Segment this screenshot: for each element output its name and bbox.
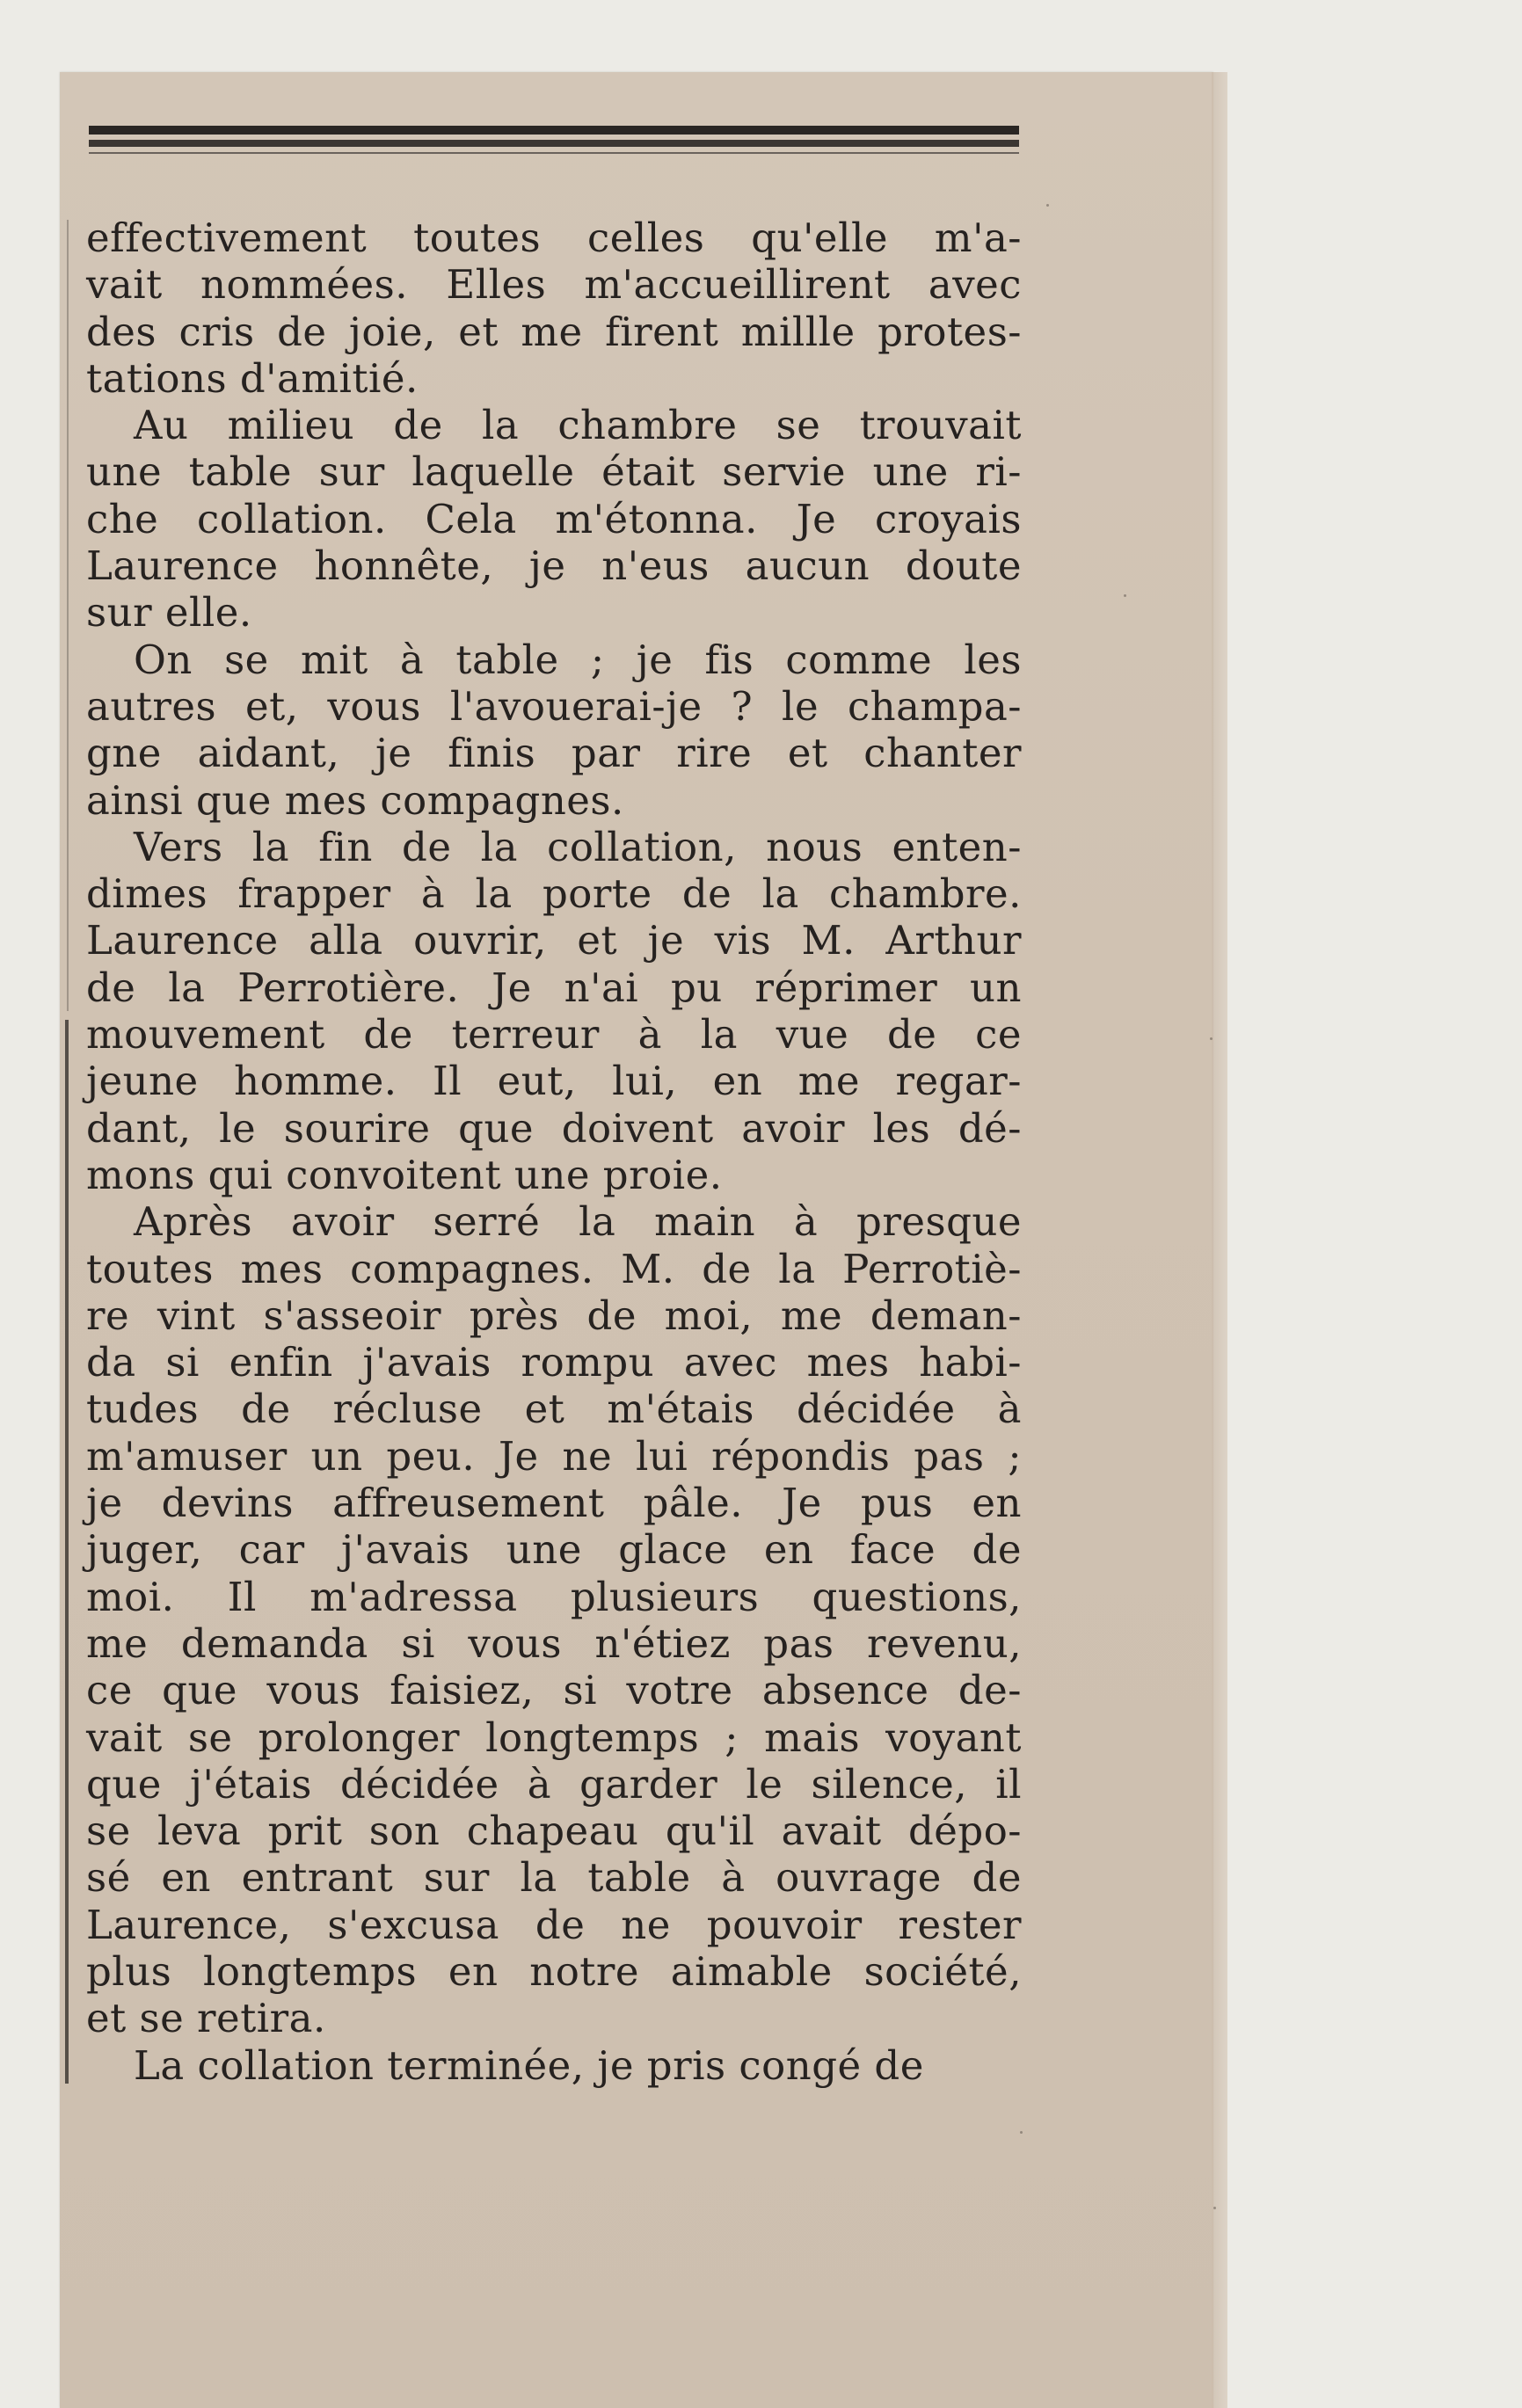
text-line: autres et, vous l'avouerai-je ? le champa-	[86, 682, 1022, 730]
article-column	[86, 215, 1022, 2089]
header-rule-thin	[89, 152, 1019, 154]
text-line: mouvement de terreur à la vue de ce	[86, 1011, 1022, 1059]
text-line: ainsi que mes compagnes.	[86, 776, 624, 824]
text-line: des cris de joie, et me firent millle protes-	[86, 308, 1022, 355]
text-line: jeune homme. Il eut, lui, en me regar-	[86, 1058, 1022, 1105]
text-line: Vers la fin de la collation, nous enten-	[134, 823, 1022, 870]
text-line: On se mit à table ; je fis comme les	[134, 636, 1022, 683]
text-line: mons qui convoitent une proie.	[86, 1151, 723, 1198]
text-line: gne aidant, je finis par rire et chanter	[86, 730, 1022, 777]
header-rule-thick	[89, 126, 1019, 135]
text-line: dant, le sourire que doivent avoir les dé-	[86, 1104, 1022, 1152]
header-rule-double	[89, 140, 1019, 147]
text-line: sur elle.	[86, 589, 252, 637]
text-line: La collation terminée, je pris congé de	[134, 2041, 924, 2089]
clipping-edge	[1212, 72, 1227, 2408]
text-line: vait se prolonger longtemps ; mais voyant	[86, 1713, 1022, 1761]
text-line: Laurence, s'excusa de ne pouvoir rester	[86, 1901, 1022, 1948]
paper-speck	[1210, 1037, 1213, 1040]
text-line: sé en entrant sur la table à ouvrage de	[86, 1854, 1022, 1902]
text-line: dimes frapper à la porte de la chambre.	[86, 870, 1022, 918]
paper-speck	[1046, 204, 1049, 207]
text-line: tations d'amitié.	[86, 354, 419, 402]
text-line: plus longtemps en notre aimable société,	[86, 1947, 1022, 1995]
text-line: Au milieu de la chambre se trouvait	[134, 402, 1022, 449]
text-line: toutes mes compagnes. M. de la Perrotiè-	[86, 1245, 1022, 1292]
text-line: ce que vous faisiez, si votre absence de-	[86, 1667, 1022, 1714]
paper-speck	[1213, 2207, 1216, 2209]
column-border	[65, 1020, 69, 2084]
text-line: se leva prit son chapeau qu'il avait dépo-	[86, 1808, 1022, 1855]
text-line: me demanda si vous n'étiez pas revenu,	[86, 1619, 1022, 1667]
text-line: che collation. Cela m'étonna. Je croyais	[86, 495, 1022, 542]
text-line: moi. Il m'adressa plusieurs questions,	[86, 1573, 1022, 1620]
text-line: vait nommées. Elles m'accueillirent avec	[86, 261, 1022, 309]
text-line: et se retira.	[86, 1995, 326, 2042]
text-line: m'amuser un peu. Je ne lui répondis pas ;	[86, 1432, 1022, 1480]
text-line: que j'étais décidée à garder le silence, il	[86, 1760, 1022, 1808]
text-line: Laurence honnête, je n'eus aucun doute	[86, 542, 1022, 590]
text-line: juger, car j'avais une glace en face de	[86, 1526, 1022, 1574]
text-line: Laurence alla ouvrir, et je vis M. Arthur	[86, 917, 1022, 964]
text-line: tudes de récluse et m'étais décidée à	[86, 1386, 1022, 1433]
column-border-faint	[67, 220, 69, 1011]
text-line: je devins affreusement pâle. Je pus en	[86, 1480, 1022, 1527]
text-line: effectivement toutes celles qu'elle m'a-	[86, 215, 1022, 261]
text-line: re vint s'asseoir près de moi, me deman-	[86, 1291, 1022, 1339]
paper-speck	[1124, 594, 1126, 597]
text-line: da si enfin j'avais rompu avec mes habi-	[86, 1339, 1022, 1386]
text-line: de la Perrotière. Je n'ai pu réprimer un	[86, 964, 1022, 1011]
text-line: Après avoir serré la main à presque	[134, 1198, 1022, 1246]
paper-speck	[1020, 2131, 1023, 2134]
text-line: une table sur laquelle était servie une ri-	[86, 448, 1022, 496]
